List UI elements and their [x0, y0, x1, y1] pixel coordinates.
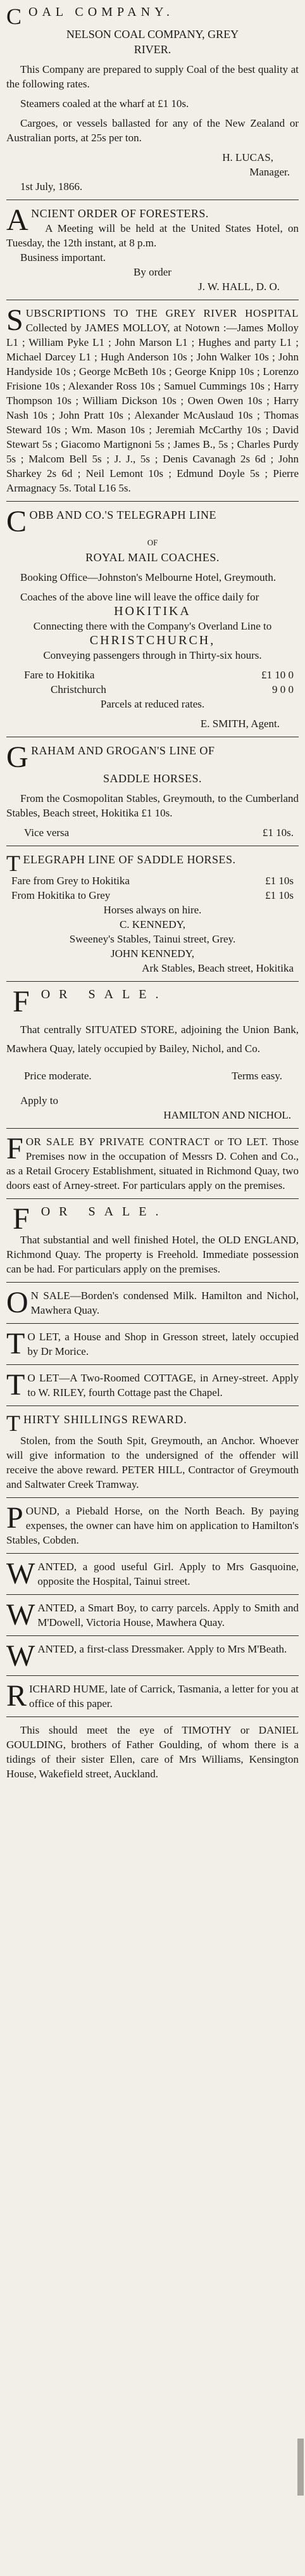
drop-cap: T [6, 851, 21, 876]
divider [6, 1198, 299, 1199]
ad-heading: COBB AND CO.'S TELEGRAPH LINE [6, 505, 216, 538]
margin-blot [297, 2439, 304, 2496]
divider [6, 981, 299, 982]
signature: J. W. HALL, D. O. [198, 281, 280, 293]
body-text: Booking Office—Johnston's Melbourne Hotel, Greymouth. [20, 571, 277, 583]
ad-heading: FOR SALE. [13, 985, 168, 1018]
drop-cap: F [6, 1132, 23, 1165]
company-name: NELSON COAL COMPANY, GREY [66, 28, 239, 41]
ad-body: T O LET, a House and Shop in Gresson street, lately occupied by Dr Morice. [6, 1327, 299, 1361]
by-order: By order [134, 266, 171, 278]
body-text: Steamers coaled at the wharf at £1 10s. [20, 98, 189, 110]
ad-graham-grogan [6, 740, 299, 840]
drop-cap: C [6, 4, 27, 29]
signature-title: Manager. [249, 166, 290, 178]
ad-for-sale-hotel [6, 1202, 299, 1276]
body-text: This should meet the eye of TIMOTHY or DANIEL GOULDING, brothers of Father Goulding, of whom there is a tidings of their sister Ellen, care of Mrs Williams, Kensington House, Wakefield street, Auckland. [6, 1724, 299, 1780]
ad-body: FOR SALE BY PRIVATE CONTRACT or TO LET. Those Premises now in the occupation of Messrs D. Cohen and Co., as a Retail Grocery Establishment, situated in Richmond Quay, two doors east of Arney-street. For particulars apply on the premises. [6, 1132, 299, 1191]
ad-body: WANTED, a Smart Boy, to carry parcels. Apply to Smith and M'Dowell, Victoria House, Mawhera Quay. [6, 1598, 299, 1632]
drop-cap: T [6, 1411, 21, 1436]
ad-to-let-house [6, 1329, 299, 1359]
ad-heading: TELEGRAPH LINE OF SADDLE HORSES. [6, 851, 236, 876]
fare-row: Christchurch 9 0 0 [51, 683, 294, 695]
divider [6, 1405, 299, 1406]
ad-reward [6, 1412, 299, 1492]
divider [6, 1716, 299, 1717]
ad-body: O N SALE—Borden's condensed Milk. Hamilton and Nichol, Mawhera Quay. [6, 1286, 299, 1319]
ad-telegraph-saddle [6, 852, 299, 975]
body-text: Parcels at reduced rates. [100, 698, 205, 710]
company-name-line2: RIVER. [134, 43, 171, 56]
body-text: From the Cosmopolitan Stables, Greymouth, to the Cumberland Stables, Beach street, Hokitika £1 10s. [6, 792, 299, 819]
divider [6, 1364, 299, 1365]
ad-private-contract [6, 1134, 299, 1193]
divider [6, 1497, 299, 1498]
ad-pound [6, 1501, 299, 1547]
date-line: 1st July, 1866. [20, 181, 83, 193]
apply-name: HAMILTON AND NICHOL. [163, 1109, 291, 1121]
body-text: Coaches of the above line will leave the office daily for [20, 591, 259, 603]
body-text: Business important. [20, 251, 106, 263]
drop-cap: W [6, 1557, 35, 1590]
ad-body: T O LET—A Two-Roomed COTTAGE, in Arney-street. Apply to W. RILEY, fourth Cottage past the Chapel. [6, 1368, 299, 1402]
destination: HOKITIKA [114, 604, 191, 618]
drop-cap: T [6, 1327, 25, 1361]
body-text: Cargoes, or vessels ballasted for any of the New Zealand or Australian ports, at 25s per ton. [6, 117, 299, 144]
drop-cap: W [6, 1598, 35, 1632]
ad-heading: THIRTY SHILLINGS REWARD. [6, 1411, 187, 1436]
fare-row: Fare from Grey to Hokitika £1 10s [11, 875, 294, 887]
ad-heading: FOR SALE. [13, 1202, 168, 1236]
body-text: That centrally SITUATED STORE, adjoining the Union Bank, Mawhera Quay, lately occupied by Bailey, Nichol, and Co. [6, 1024, 299, 1055]
fare-row: From Hokitika to Grey £1 10s [11, 889, 294, 901]
body-text: Conveying passengers through in Thirty-six hours. [43, 649, 262, 661]
signature: C. KENNEDY, [119, 918, 186, 930]
ad-body: WANTED, a first-class Dressmaker. Apply to Mrs M'Beath. [6, 1639, 287, 1673]
apply-line: Apply to [20, 1094, 58, 1107]
divider [6, 1635, 299, 1636]
signature-detail: Ark Stables, Beach street, Hokitika [142, 962, 294, 974]
drop-cap: P [6, 1501, 23, 1535]
ad-to-let-cottage [6, 1368, 299, 1402]
ad-heading: GRAHAM AND GROGAN'S LINE OF [6, 740, 215, 774]
drop-cap: S [6, 303, 23, 337]
drop-cap: G [6, 740, 29, 774]
body-text: Connecting there with the Company's Overland Line to [33, 620, 272, 632]
drop-cap: A [6, 203, 29, 237]
ad-borden-milk [6, 1288, 299, 1317]
divider [6, 501, 299, 502]
ad-wanted-boy [6, 1598, 299, 1632]
body-text: A Meeting will be held at the United States Hotel, on Tuesday, the 12th instant, at 8 p.m. [6, 222, 299, 249]
drop-cap: F [13, 985, 39, 1018]
ad-heading: ANCIENT ORDER OF FORESTERS. [6, 203, 209, 237]
subheading: ROYAL MAIL COACHES. [85, 551, 220, 564]
body-text: This Company are prepared to supply Coal of the best quality at the following rates. [6, 63, 299, 90]
drop-cap: C [6, 505, 27, 538]
signature: JOHN KENNEDY, [111, 948, 194, 960]
ad-foresters [6, 203, 299, 294]
divider [6, 1553, 299, 1554]
drop-cap: F [13, 1202, 39, 1236]
drop-cap: T [6, 1368, 25, 1402]
ad-body: WANTED, a good useful Girl. Apply to Mrs Gasquoine, opposite the Hospital, Tainui street. [6, 1557, 299, 1590]
ad-for-sale-store [6, 987, 299, 1122]
signature-detail: Sweeney's Stables, Tainui street, Grey. [69, 933, 236, 945]
ad-body: RICHARD HUME, late of Carrick, Tasmania, a letter for you at office of this paper. [6, 1679, 299, 1713]
body-text: Horses always on hire. [103, 904, 202, 916]
ad-richard-hume [6, 1679, 299, 1713]
drop-cap: O [6, 1286, 28, 1319]
divider [6, 1594, 299, 1595]
ad-wanted-dressmaker [6, 1639, 299, 1673]
drop-cap: W [6, 1639, 35, 1673]
terms-row: Price moderate. Terms easy. [24, 1070, 282, 1082]
subheading: SADDLE HORSES. [103, 772, 202, 785]
ad-heading: COAL COMPANY. [6, 4, 174, 29]
fare-row: Vice versa £1 10s. [24, 827, 294, 839]
ad-subscriptions [6, 303, 299, 495]
body-text: Stolen, from the South Spit, Greymouth, an Anchor. Whoever will give information to the undersigned of the offender will receive the above reward. PETER HILL, Contractor of Greymouth and Saltwater Creek Tramway. [6, 1435, 299, 1490]
ad-goulding [6, 1723, 299, 1781]
ad-coal-company [6, 5, 299, 194]
signature: H. LUCAS, [222, 151, 273, 163]
ad-cobb-and-co [6, 507, 299, 731]
fare-row: Fare to Hokitika £1 10 0 [24, 669, 294, 681]
divider [6, 1675, 299, 1676]
divider [6, 1128, 299, 1129]
drop-cap: R [6, 1679, 27, 1713]
destination: CHRISTCHURCH, [89, 633, 216, 647]
body-text: That substantial and well finished Hotel, the OLD ENGLAND, Richmond Quay. The property is Freehold. Immediate possession can be had. For particulars apply on the premises. [6, 1234, 299, 1275]
ad-body: SUBSCRIPTIONS TO THE GREY RIVER HOSPITAL Collected by JAMES MOLLOY, at Notown :—James Molloy L1 ; William Pyke L1 ; John Marson L1 ; Hughes and party L1 ; Michael Darcey L1 ; Hugh Anderson 10s ; John Walker 10s ; John Handyside 10s ; George McBeth 10s ; George Knipp 10s ; Lorenzo Frisione 10s ; Alexander Ross 10s ; Samuel Cummings 10s ; Harry Thompson 10s ; William Dickson 10s ; Owen Owen 10s ; Harry Nash 10s ; John Pratt 10s ; Alexander McAuslaud 10s ; Thomas Steward 10s ; Wm. Mason 10s ; Jeremiah McCarthy 10s ; David Stewart 5s ; Giacomo Martignoni 5s ; James B., 5s ; Charles Purdy 5s ; Malcom Bell 5s ; J. J., 5s ; Denis Cavanagh 2s 6d ; John Sharkey 2s 6d ; Neil Lemont 10s ; Edmund Doyle 5s ; Pierre Armagnacy 5s. Total L16 5s. [6, 303, 299, 494]
ad-wanted-girl [6, 1559, 299, 1589]
signature: E. SMITH, Agent. [200, 718, 280, 730]
divider [6, 1282, 299, 1283]
divider [6, 1323, 299, 1324]
ad-body: POUND, a Piebald Horse, on the North Beach. By paying expenses, the owner can have him on application to Hamilton's Stables, Cobden. [6, 1501, 299, 1546]
of-line: OF [147, 538, 158, 547]
